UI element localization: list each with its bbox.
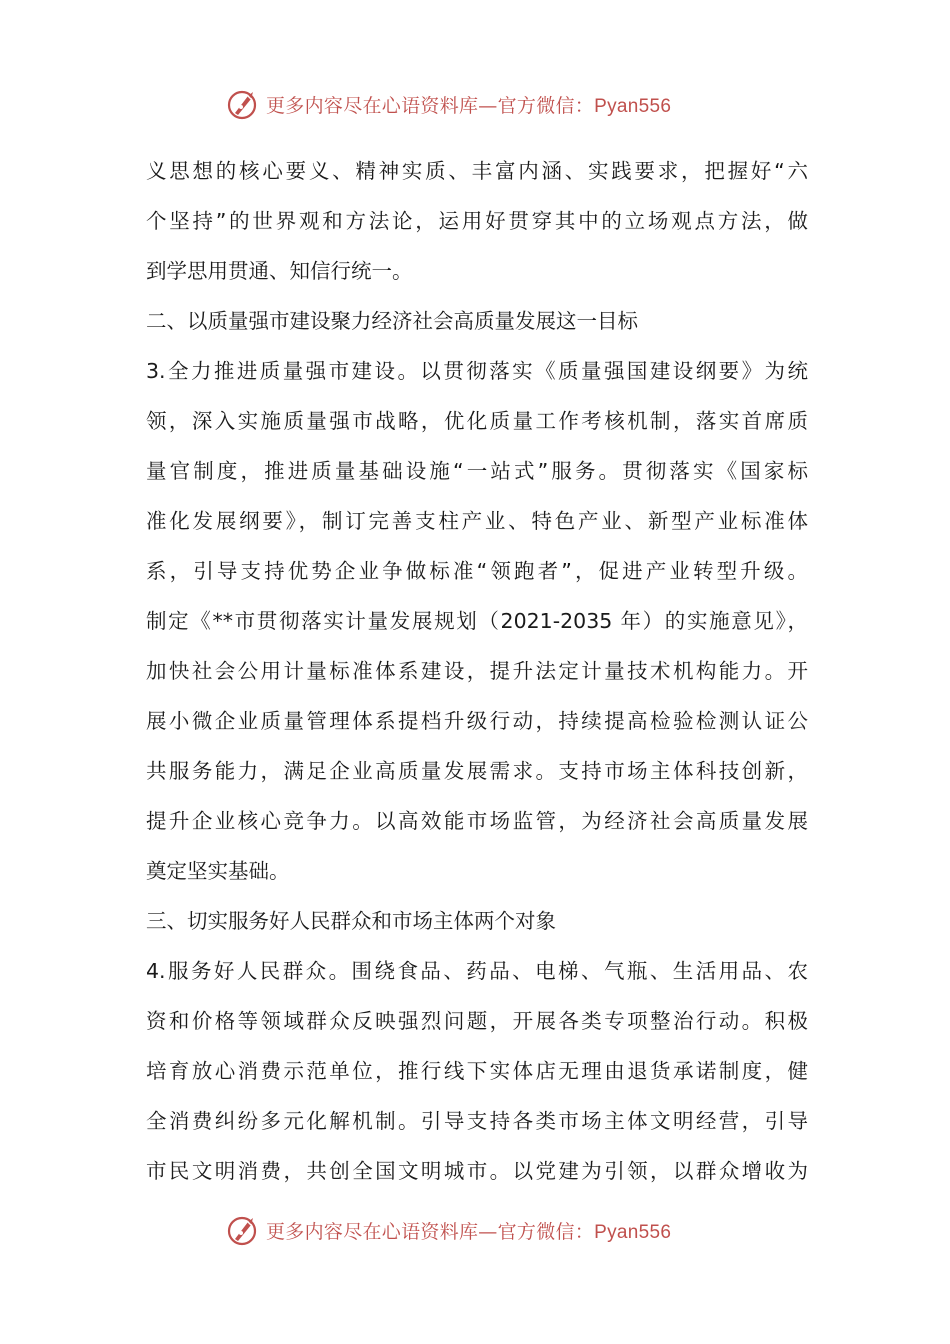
text-line: 提升企业核心竞争力。以高效能市场监管，为经济社会高质量发展 [146,809,808,833]
text-line: 全消费纠纷多元化解机制。引导支持各类市场主体文明经营，引导 [146,1109,808,1133]
document-body [146,146,808,1196]
wechat-id: Pyan556 [594,95,672,117]
text-line: 制定《**市贯彻落实计量发展规划（2021-2035 年）的实施意见》， [146,609,808,633]
text-line: 4.服务好人民群众。围绕食品、药品、电梯、气瓶、生活用品、农 [146,959,808,983]
pen-nib-logo-icon [226,1212,262,1248]
wechat-id: Pyan556 [594,1221,672,1243]
text-line: 3.全力推进质量强市建设。以贯彻落实《质量强国建设纲要》为统 [146,359,808,383]
text-line: 义思想的核心要义、精神实质、丰富内涵、实践要求，把握好“六 [146,159,808,183]
text-line: 市民文明消费，共创全国文明城市。以党建为引领，以群众增收为 [146,1159,808,1183]
text-line: 加快社会公用计量标准体系建设，提升法定计量技术机构能力。开 [146,659,808,683]
text-line: 共服务能力，满足企业高质量发展需求。支持市场主体科技创新， [146,759,808,783]
text-line: 到学思用贯通、知信行统一。 [146,259,413,283]
watermark-text: 更多内容尽在心语资料库—官方微信：Pyan556 [266,1220,672,1243]
text-line: 领，深入实施质量强市战略，优化质量工作考核机制，落实首席质 [146,409,808,433]
section-heading: 三、切实服务好人民群众和市场主体两个对象 [146,909,556,933]
text-line: 资和价格等领域群众反映强烈问题，开展各类专项整治行动。积极 [146,1009,808,1033]
pen-nib-logo-icon [226,86,262,122]
text-line: 个坚持”的世界观和方法论，运用好贯穿其中的立场观点方法，做 [146,209,808,233]
text-line: 准化发展纲要》，制订完善支柱产业、特色产业、新型产业标准体 [146,509,808,533]
text-line: 培育放心消费示范单位，推行线下实体店无理由退货承诺制度，健 [146,1059,808,1083]
footer-watermark [226,1210,746,1250]
text-line: 展小微企业质量管理体系提档升级行动，持续提高检验检测认证公 [146,709,808,733]
watermark-text: 更多内容尽在心语资料库—官方微信：Pyan556 [266,94,672,117]
text-line: 系，引导支持优势企业争做标准“领跑者”，促进产业转型升级。 [146,559,808,583]
section-heading: 二、以质量强市建设聚力经济社会高质量发展这一目标 [146,309,638,333]
text-line: 奠定坚实基础。 [146,859,290,883]
text-line: 量官制度，推进质量基础设施“一站式”服务。贯彻落实《国家标 [146,459,808,483]
header-watermark [226,84,746,124]
